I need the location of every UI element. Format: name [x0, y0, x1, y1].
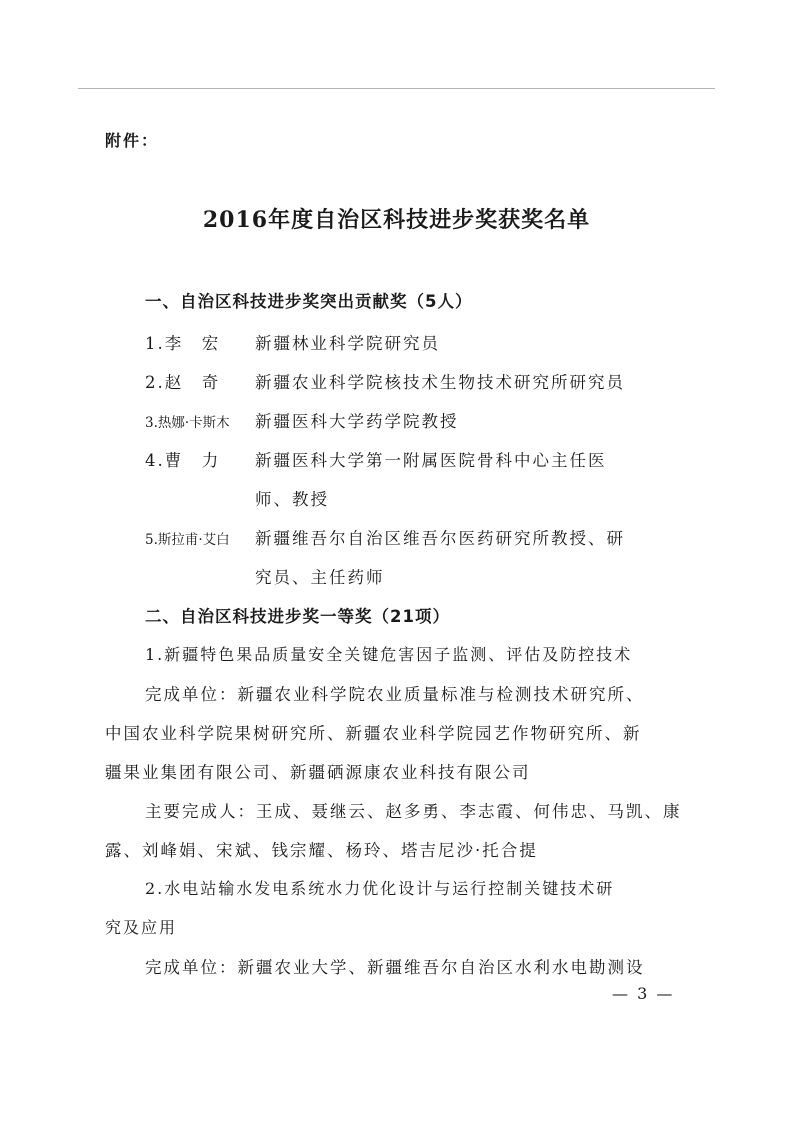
project-units-cont: 中国农业科学院果树研究所、新疆农业科学院园艺作物研究所、新	[105, 724, 642, 743]
award-entry	[145, 447, 607, 471]
awardee-desc: 新疆维吾尔自治区维吾尔医药研究所教授、研	[255, 529, 625, 548]
project-title: 1.新疆特色果品质量安全关键危害因子监测、评估及防控技术	[145, 645, 633, 664]
project-title-cont: 究及应用	[105, 918, 178, 937]
section1-heading: 一、自治区科技进步奖突出贡献奖（5人）	[145, 292, 473, 311]
awardee-desc-cont: 师、教授	[255, 490, 329, 509]
section2-heading: 二、自治区科技进步奖一等奖（21项）	[145, 607, 450, 626]
project-units: 完成单位：新疆农业科学院农业质量标准与检测技术研究所、	[145, 685, 645, 704]
awardee-desc: 新疆农业科学院核技术生物技术研究所研究员	[255, 373, 625, 392]
awardee-desc: 新疆医科大学药学院教授	[255, 412, 459, 431]
project-title: 2.水电站输水发电系统水力优化设计与运行控制关键技术研	[145, 879, 615, 898]
awardee-name: 4.曹 力	[145, 451, 221, 470]
awardee-desc-cont: 究员、主任药师	[255, 568, 385, 587]
awardee-desc: 新疆林业科学院研究员	[255, 334, 440, 353]
awardee-name: 3.热娜·卡斯木	[145, 415, 230, 431]
project-people-cont: 露、刘峰娟、宋斌、钱宗耀、杨玲、塔吉尼沙·托合提	[105, 841, 538, 860]
awardee-name: 1.李 宏	[145, 334, 221, 353]
award-entry	[145, 408, 459, 432]
document-title: 2016年度自治区科技进步奖获奖名单	[202, 207, 591, 233]
project-units: 完成单位：新疆农业大学、新疆维吾尔自治区水利水电勘测设	[145, 958, 645, 977]
attachment-label: 附件：	[105, 131, 160, 150]
awardee-name: 5.斯拉甫·艾白	[145, 532, 230, 548]
project-units-cont: 疆果业集团有限公司、新疆硒源康农业科技有限公司	[105, 763, 531, 782]
project-people: 主要完成人：王成、聂继云、赵多勇、李志霞、何伟忠、马凯、康	[145, 802, 682, 821]
awardee-name: 2.赵 奇	[145, 373, 221, 392]
awardee-desc: 新疆医科大学第一附属医院骨科中心主任医	[255, 451, 607, 470]
award-entry	[145, 525, 625, 549]
award-entry	[145, 369, 625, 393]
header-rule	[78, 88, 715, 89]
award-entry	[145, 330, 440, 354]
page-number: — 3 —	[612, 984, 675, 1003]
